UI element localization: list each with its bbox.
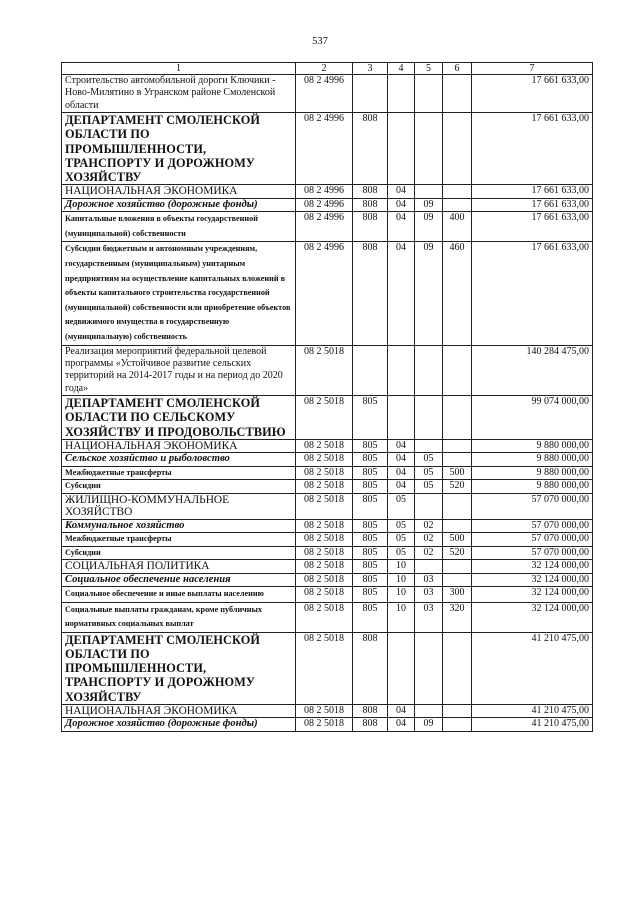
- department-code: 808: [353, 113, 388, 185]
- line-item-name: Капитальные вложения в объекты государственной (муниципальной) собственности: [62, 212, 296, 242]
- target-article-code: 08 2 5018: [296, 453, 353, 466]
- amount-value: 32 124 000,00: [472, 602, 593, 632]
- expense-type-code: [443, 718, 472, 731]
- expense-type-code: [443, 519, 472, 532]
- line-item-name: Строительство автомобильной дороги Ключики - Ново-Милятино в Угранском районе Смоленской области: [62, 75, 296, 113]
- line-item-name: Субсидии бюджетным и автономным учреждениям, государственным (муниципальным) унитарным предприятиям на осуществление капитальных вложений в объекты капитального строительства государственной (муниципальной) собственности или приобретение объектов недвижимого имущества в государственную (муниципальную) собственность: [62, 242, 296, 345]
- section-code: 05: [388, 493, 415, 519]
- section-code: 05: [388, 546, 415, 559]
- line-item-name: Дорожное хозяйство (дорожные фонды): [62, 198, 296, 211]
- subsection-code: 03: [415, 602, 443, 632]
- amount-value: 41 210 475,00: [472, 632, 593, 704]
- header-cell: 2: [296, 63, 353, 75]
- subsection-code: [415, 185, 443, 199]
- expense-type-code: [443, 573, 472, 586]
- target-article-code: 08 2 5018: [296, 439, 353, 453]
- department-code: 805: [353, 560, 388, 574]
- amount-value: 32 124 000,00: [472, 587, 593, 603]
- table-row: [62, 345, 593, 396]
- amount-value: 17 661 633,00: [472, 212, 593, 242]
- expense-type-code: [443, 453, 472, 466]
- expense-type-code: [443, 75, 472, 113]
- amount-value: 99 074 000,00: [472, 396, 593, 440]
- table-row: [62, 242, 593, 345]
- expense-type-code: 300: [443, 587, 472, 603]
- section-code: 10: [388, 560, 415, 574]
- subsection-code: [415, 345, 443, 396]
- expense-type-code: [443, 185, 472, 199]
- amount-value: 9 880 000,00: [472, 480, 593, 493]
- section-code: 04: [388, 242, 415, 345]
- line-item-name: Дорожное хозяйство (дорожные фонды): [62, 718, 296, 731]
- section-code: 10: [388, 587, 415, 603]
- target-article-code: 08 2 5018: [296, 493, 353, 519]
- department-code: 808: [353, 632, 388, 704]
- expense-type-code: 320: [443, 602, 472, 632]
- expense-type-code: [443, 493, 472, 519]
- section-code: 04: [388, 439, 415, 453]
- header-cell: 5: [415, 63, 443, 75]
- expense-type-code: [443, 632, 472, 704]
- amount-value: 17 661 633,00: [472, 75, 593, 113]
- table-row: [62, 560, 593, 574]
- target-article-code: 08 2 5018: [296, 587, 353, 603]
- amount-value: 17 661 633,00: [472, 242, 593, 345]
- amount-value: 57 070 000,00: [472, 546, 593, 559]
- header-cell: 4: [388, 63, 415, 75]
- amount-value: 57 070 000,00: [472, 533, 593, 546]
- subsection-code: [415, 704, 443, 718]
- subsection-code: [415, 75, 443, 113]
- section-code: [388, 396, 415, 440]
- expense-type-code: [443, 198, 472, 211]
- table-row: [62, 396, 593, 440]
- table-row: [62, 212, 593, 242]
- section-code: 04: [388, 480, 415, 493]
- subsection-code: 05: [415, 480, 443, 493]
- section-code: 10: [388, 573, 415, 586]
- table-row: [62, 602, 593, 632]
- expense-type-code: 460: [443, 242, 472, 345]
- line-item-name: ЖИЛИЩНО-КОММУНАЛЬНОЕ ХОЗЯЙСТВО: [62, 493, 296, 519]
- line-item-name: Социальное обеспечение и иные выплаты населению: [62, 587, 296, 603]
- table-row: [62, 198, 593, 211]
- page-number: 537: [312, 36, 328, 47]
- amount-value: 17 661 633,00: [472, 185, 593, 199]
- department-code: 808: [353, 242, 388, 345]
- amount-value: 9 880 000,00: [472, 466, 593, 479]
- table-row: [62, 533, 593, 546]
- line-item-name: СОЦИАЛЬНАЯ ПОЛИТИКА: [62, 560, 296, 574]
- amount-value: 9 880 000,00: [472, 439, 593, 453]
- expense-type-code: 520: [443, 546, 472, 559]
- section-code: 04: [388, 185, 415, 199]
- table-row: [62, 704, 593, 718]
- table-row: [62, 480, 593, 493]
- subsection-code: 02: [415, 533, 443, 546]
- section-code: 05: [388, 519, 415, 532]
- table-row: [62, 113, 593, 185]
- header-cell: 6: [443, 63, 472, 75]
- section-code: 04: [388, 198, 415, 211]
- subsection-code: [415, 632, 443, 704]
- line-item-name: Социальное обеспечение населения: [62, 573, 296, 586]
- table-header-row: [62, 63, 593, 75]
- table-row: [62, 439, 593, 453]
- subsection-code: [415, 439, 443, 453]
- subsection-code: [415, 493, 443, 519]
- amount-value: 140 284 475,00: [472, 345, 593, 396]
- section-code: 10: [388, 602, 415, 632]
- line-item-name: Коммунальное хозяйство: [62, 519, 296, 532]
- department-code: 808: [353, 704, 388, 718]
- department-code: 808: [353, 198, 388, 211]
- header-cell: 7: [472, 63, 593, 75]
- department-code: 805: [353, 493, 388, 519]
- expense-type-code: 500: [443, 533, 472, 546]
- header-cell: 3: [353, 63, 388, 75]
- target-article-code: 08 2 5018: [296, 632, 353, 704]
- amount-value: 32 124 000,00: [472, 573, 593, 586]
- section-code: 04: [388, 718, 415, 731]
- department-code: 808: [353, 718, 388, 731]
- expense-type-code: [443, 113, 472, 185]
- expense-type-code: [443, 560, 472, 574]
- table-row: [62, 573, 593, 586]
- expense-type-code: [443, 439, 472, 453]
- department-code: 805: [353, 396, 388, 440]
- amount-value: 9 880 000,00: [472, 453, 593, 466]
- target-article-code: 08 2 4996: [296, 113, 353, 185]
- subsection-code: 02: [415, 519, 443, 532]
- expense-type-code: [443, 704, 472, 718]
- table-row: [62, 718, 593, 731]
- department-code: 805: [353, 602, 388, 632]
- subsection-code: 09: [415, 212, 443, 242]
- table-row: [62, 546, 593, 559]
- expense-type-code: 500: [443, 466, 472, 479]
- department-code: 805: [353, 466, 388, 479]
- table-row: [62, 453, 593, 466]
- target-article-code: 08 2 4996: [296, 75, 353, 113]
- expense-type-code: 400: [443, 212, 472, 242]
- subsection-code: 09: [415, 242, 443, 345]
- department-code: 805: [353, 480, 388, 493]
- subsection-code: 05: [415, 466, 443, 479]
- target-article-code: 08 2 4996: [296, 242, 353, 345]
- expense-type-code: [443, 345, 472, 396]
- department-code: 805: [353, 453, 388, 466]
- department-code: 805: [353, 573, 388, 586]
- line-item-name: Реализация мероприятий федеральной целевой программы «Устойчивое развитие сельских территорий на 2014-2017 годы и на период до 2020 года»: [62, 345, 296, 396]
- line-item-name: ДЕПАРТАМЕНТ СМОЛЕНСКОЙ ОБЛАСТИ ПО СЕЛЬСКОМУ ХОЗЯЙСТВУ И ПРОДОВОЛЬСТВИЮ: [62, 396, 296, 440]
- subsection-code: 09: [415, 198, 443, 211]
- section-code: [388, 632, 415, 704]
- department-code: 805: [353, 519, 388, 532]
- budget-table: [61, 62, 593, 732]
- target-article-code: 08 2 5018: [296, 704, 353, 718]
- department-code: 805: [353, 533, 388, 546]
- subsection-code: 03: [415, 587, 443, 603]
- line-item-name: НАЦИОНАЛЬНАЯ ЭКОНОМИКА: [62, 185, 296, 199]
- target-article-code: 08 2 5018: [296, 466, 353, 479]
- target-article-code: 08 2 5018: [296, 546, 353, 559]
- subsection-code: 03: [415, 573, 443, 586]
- amount-value: 17 661 633,00: [472, 113, 593, 185]
- section-code: 04: [388, 466, 415, 479]
- section-code: 04: [388, 212, 415, 242]
- section-code: [388, 345, 415, 396]
- subsection-code: 05: [415, 453, 443, 466]
- line-item-name: ДЕПАРТАМЕНТ СМОЛЕНСКОЙ ОБЛАСТИ ПО ПРОМЫШЛЕННОСТИ, ТРАНСПОРТУ И ДОРОЖНОМУ ХОЗЯЙСТВУ: [62, 113, 296, 185]
- target-article-code: 08 2 5018: [296, 718, 353, 731]
- table-row: [62, 493, 593, 519]
- line-item-name: Межбюджетные трансферты: [62, 533, 296, 546]
- department-code: 805: [353, 587, 388, 603]
- subsection-code: 02: [415, 546, 443, 559]
- target-article-code: 08 2 4996: [296, 185, 353, 199]
- subsection-code: [415, 396, 443, 440]
- subsection-code: [415, 560, 443, 574]
- amount-value: 32 124 000,00: [472, 560, 593, 574]
- expense-type-code: 520: [443, 480, 472, 493]
- section-code: [388, 75, 415, 113]
- department-code: 805: [353, 546, 388, 559]
- section-code: 05: [388, 533, 415, 546]
- table-row: [62, 632, 593, 704]
- target-article-code: 08 2 5018: [296, 480, 353, 493]
- amount-value: 41 210 475,00: [472, 718, 593, 731]
- section-code: 04: [388, 704, 415, 718]
- target-article-code: 08 2 4996: [296, 198, 353, 211]
- section-code: 04: [388, 453, 415, 466]
- subsection-code: [415, 113, 443, 185]
- department-code: 805: [353, 439, 388, 453]
- table-row: [62, 466, 593, 479]
- department-code: [353, 75, 388, 113]
- section-code: [388, 113, 415, 185]
- header-cell: 1: [62, 63, 296, 75]
- target-article-code: 08 2 5018: [296, 602, 353, 632]
- line-item-name: НАЦИОНАЛЬНАЯ ЭКОНОМИКА: [62, 439, 296, 453]
- target-article-code: 08 2 5018: [296, 533, 353, 546]
- target-article-code: 08 2 5018: [296, 573, 353, 586]
- amount-value: 17 661 633,00: [472, 198, 593, 211]
- line-item-name: Социальные выплаты гражданам, кроме публичных нормативных социальных выплат: [62, 602, 296, 632]
- line-item-name: Субсидии: [62, 480, 296, 493]
- subsection-code: 09: [415, 718, 443, 731]
- target-article-code: 08 2 5018: [296, 396, 353, 440]
- table-row: [62, 185, 593, 199]
- amount-value: 57 070 000,00: [472, 519, 593, 532]
- target-article-code: 08 2 5018: [296, 560, 353, 574]
- line-item-name: Субсидии: [62, 546, 296, 559]
- line-item-name: ДЕПАРТАМЕНТ СМОЛЕНСКОЙ ОБЛАСТИ ПО ПРОМЫШЛЕННОСТИ, ТРАНСПОРТУ И ДОРОЖНОМУ ХОЗЯЙСТВУ: [62, 632, 296, 704]
- department-code: 808: [353, 212, 388, 242]
- table-row: [62, 519, 593, 532]
- expense-type-code: [443, 396, 472, 440]
- line-item-name: Межбюджетные трансферты: [62, 466, 296, 479]
- amount-value: 41 210 475,00: [472, 704, 593, 718]
- department-code: 808: [353, 185, 388, 199]
- table-row: [62, 75, 593, 113]
- department-code: [353, 345, 388, 396]
- amount-value: 57 070 000,00: [472, 493, 593, 519]
- target-article-code: 08 2 5018: [296, 345, 353, 396]
- table-row: [62, 587, 593, 603]
- target-article-code: 08 2 4996: [296, 212, 353, 242]
- line-item-name: Сельское хозяйство и рыболовство: [62, 453, 296, 466]
- line-item-name: НАЦИОНАЛЬНАЯ ЭКОНОМИКА: [62, 704, 296, 718]
- target-article-code: 08 2 5018: [296, 519, 353, 532]
